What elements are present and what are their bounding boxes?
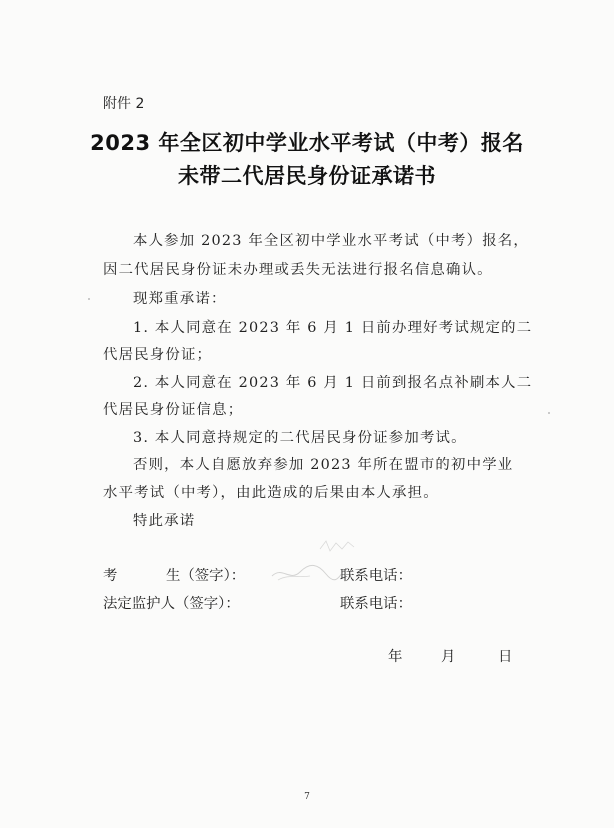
promise-item-2-line-2: 代居民身份证信息； <box>103 402 244 418</box>
student-phone-label: 联系电话： <box>340 568 412 584</box>
guardian-signature-label: 法定监护人（签字）： <box>103 596 240 612</box>
date-day-label: 日 <box>498 649 513 665</box>
document-title-line-2: 未带二代居民身份证承诺书 <box>178 164 436 188</box>
document-title-line-1: 2023 年全区初中学业水平考试（中考）报名 <box>90 131 524 155</box>
student-signature-label-b: 生（签字）： <box>166 568 246 584</box>
date-year-label: 年 <box>388 649 403 665</box>
guardian-phone-label: 联系电话： <box>340 596 412 612</box>
scan-speck <box>548 412 550 414</box>
promise-item-2-line-1: 2. 本人同意在 2023 年 6 月 1 日前到报名点补刷本人二 <box>133 375 533 391</box>
student-signature-label-a: 考 <box>103 568 118 584</box>
date-month-label: 月 <box>441 649 456 665</box>
promise-item-1-line-1: 1. 本人同意在 2023 年 6 月 1 日前办理好考试规定的二 <box>133 320 533 336</box>
body-paragraph-1-line-1: 本人参加 2023 年全区初中学业水平考试（中考）报名， <box>133 233 529 249</box>
body-paragraph-1-line-2: 因二代居民身份证未办理或丢失无法进行报名信息确认。 <box>103 262 493 278</box>
promise-item-1-line-2: 代居民身份证； <box>103 347 213 363</box>
scan-speck <box>88 298 90 300</box>
closing-text: 特此承诺 <box>133 513 196 529</box>
promise-item-3: 3. 本人同意持规定的二代居民身份证参加考试。 <box>133 430 467 446</box>
else-paragraph-line-1: 否则，本人自愿放弃参加 2023 年所在盟市的初中学业 <box>133 457 514 473</box>
promise-intro: 现郑重承诺： <box>133 291 227 307</box>
else-paragraph-line-2: 水平考试（中考），由此造成的后果由本人承担。 <box>103 485 439 501</box>
page-number: 7 <box>304 792 310 802</box>
signature-scribble <box>268 556 348 586</box>
faint-mark <box>318 537 358 555</box>
attachment-label: 附件 2 <box>103 96 145 112</box>
